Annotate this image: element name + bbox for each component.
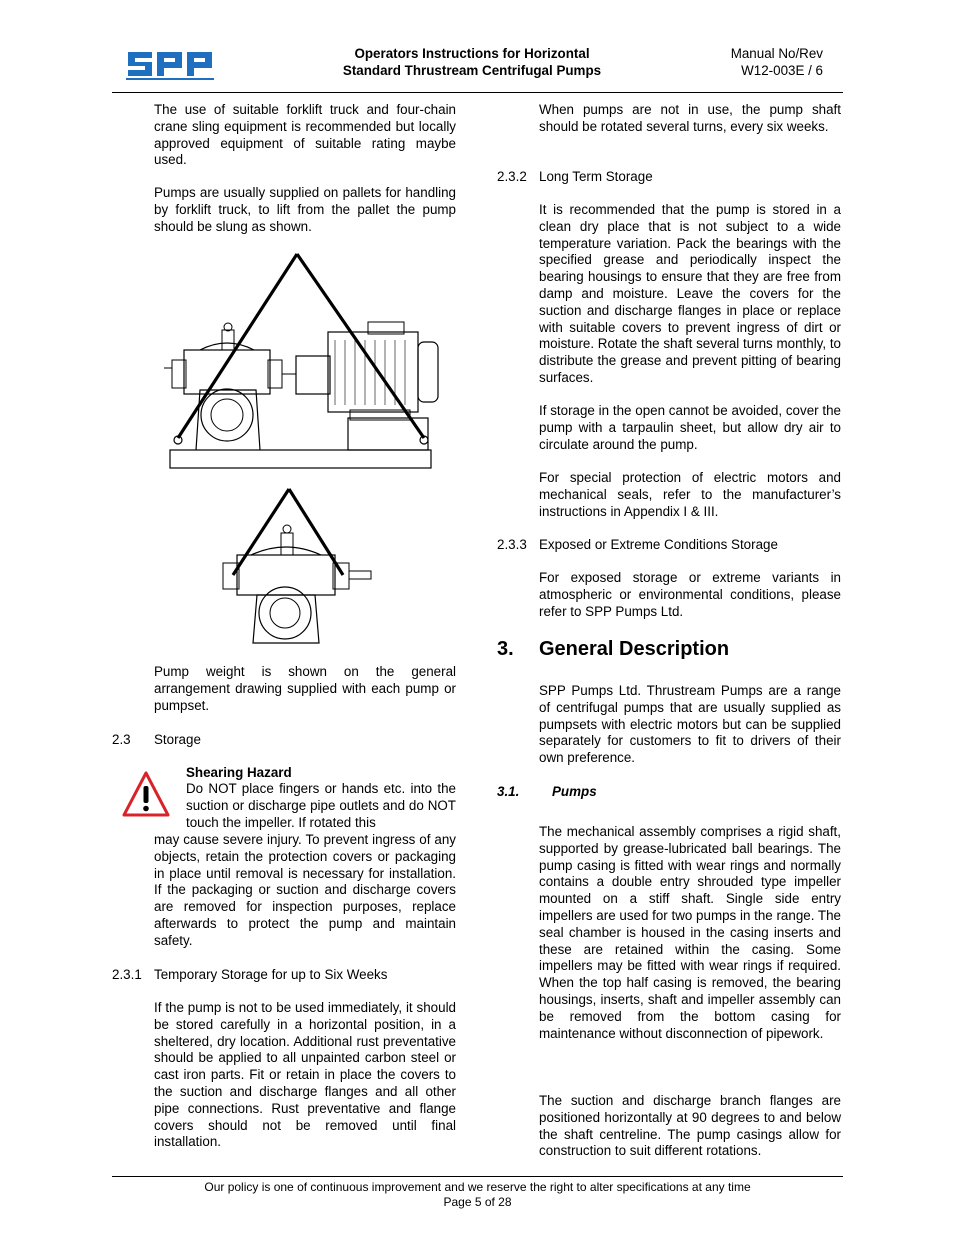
title-line-1: Operators Instructions for Horizontal [354,46,590,61]
section-2-3-3-title: Exposed or Extreme Conditions Storage [539,537,778,552]
footer-policy: Our policy is one of continuous improvement and we reserve the right to alter specifications at any time [204,1180,751,1194]
page-number: Page 5 of 28 [443,1195,512,1209]
section-2-3-3-number: 2.3.3 [497,537,527,552]
section-3-title: General Description [539,638,730,660]
pallet-paragraph: Pumps are usually supplied on pallets for handling by forklift truck, to lift from the pallet the pump should be slung as shown. [154,185,456,234]
section-2-3-1-number: 2.3.1 [112,967,142,982]
general-description-paragraph: SPP Pumps Ltd. Thrustream Pumps are a range of centrifugal pumps that are usually supplied as pumpsets with electric motors but can be supplied separately for customers to fit to drivers of their own preference. [539,683,841,766]
pumpset-sling-illustration [160,250,440,472]
warning-text-continued: may cause severe injury. To prevent ingress of any objects, retain the protection covers or packaging in place until removal is necessary for installation. If the packaging or suction and discharge covers are removed for inspection purposes, replace afterwards to protect the pump and maintain safety. [154,832,456,948]
special-protection-paragraph: For special protection of electric motors and mechanical seals, refer to the manufacturer’s instructions in Appendix I & III. [539,470,841,519]
warning-text-wrapped: Do NOT place fingers or hands etc. into the suction or discharge pipe outlets and do NOT touch the impeller. If rotated this [186,781,456,830]
section-2-3-2-number: 2.3.2 [497,169,527,184]
shaft-rotation-paragraph: When pumps are not in use, the pump shaft should be rotated several turns, every six weeks. [539,102,841,134]
lifting-equipment-paragraph: The use of suitable forklift truck and four-chain crane sling equipment is recommended but locally approved equipment of suitable rating maybe used. [154,102,456,168]
manual-label: Manual No/Rev [730,46,823,61]
section-3-1-title: Pumps [552,784,597,799]
header-divider [112,92,843,93]
warning-triangle-icon [122,770,170,818]
spp-logo [126,48,214,80]
branch-flanges-paragraph: The suction and discharge branch flanges are positioned horizontally at 90 degrees to and below the shaft centreline. The pump casings allow for construction to suit different rotations. [539,1093,841,1159]
section-2-3-number: 2.3 [112,732,131,747]
long-term-storage-paragraph: It is recommended that the pump is stored in a clean dry place that is not subject to a wide temperature variation. Pack the bearings with the specified grease and periodically inspect the bearing housings to ensure that they are free from damp and moisture. Leave the covers for the suction and discharge flanges in place or replace with suitable covers to prevent ingress of dirt or moisture. Rotate the shaft several turns monthly, to distribute the grease and prevent pitting of bearing surfaces. [539,202,841,385]
pump-sling-illustration [215,485,377,647]
section-3-number: 3. [497,638,514,660]
manual-number: W12-003E / 6 [741,63,823,78]
title-line-2: Standard Thrustream Centrifugal Pumps [342,63,602,78]
section-2-3-title: Storage [154,732,201,747]
manual-info [700,45,823,79]
warning-title: Shearing Hazard [186,765,292,780]
temporary-storage-paragraph: If the pump is not to be used immediately, it should be stored carefully in a horizontal position, in a sheltered, dry location. Additional rust preventative should be applied to all unpainted carbon steel or cast iron parts. Fit or retain in place the covers to the suction and discharge flanges and all other pipe connections. Rust preventative and flange covers should not be removed until final installation. [154,1000,456,1150]
pump-weight-paragraph: Pump weight is shown on the general arrangement drawing supplied with each pump or pumpset. [154,664,456,713]
section-3-1-number: 3.1. [497,784,520,799]
exposed-storage-paragraph: For exposed storage or extreme variants in atmospheric or environmental conditions, please refer to SPP Pumps Ltd. [539,570,841,619]
section-2-3-2-title: Long Term Storage [539,169,653,184]
section-2-3-1-title: Temporary Storage for up to Six Weeks [154,967,388,982]
footer-divider [112,1176,843,1177]
document-title [300,45,644,79]
open-storage-paragraph: If storage in the open cannot be avoided, cover the pump with a tarpaulin sheet, but allow dry air to circulate around the pump. [539,403,841,452]
mechanical-assembly-paragraph: The mechanical assembly comprises a rigid shaft, supported by grease-lubricated ball bearings. The pump casing is fitted with wear rings and normally contains a double entry shrouded type impeller mounted on a stiff shaft. Single side entry impellers are used for two pumps in the range. The seal chamber is housed in the casing inserts and these are retained within the casing. Some impellers may be fitted with wear rings if required. When the top half casing is removed, the bearing housings, inserts, shaft and impeller assembly can be removed from the bottom casing for maintenance without disconnection of pipework. [539,824,841,1041]
